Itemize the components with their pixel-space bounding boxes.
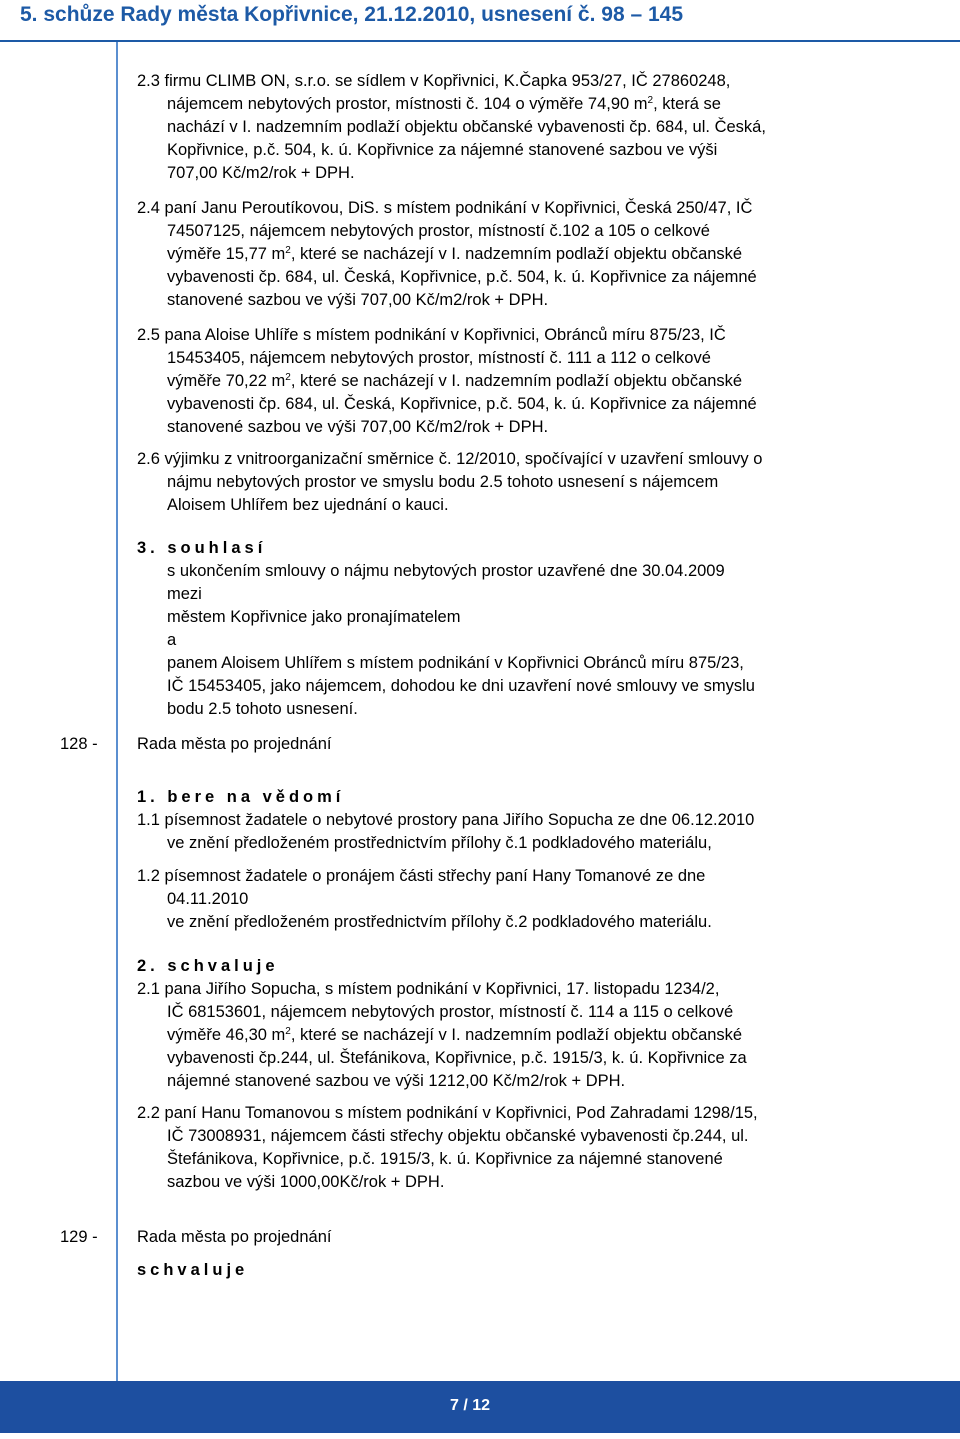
- r129-heading: schvaluje: [137, 1261, 249, 1279]
- r128-item-2-1-e: nájemné stanovené sazbou ve výši 1212,00 Kč/m2/rok + DPH.: [167, 1072, 626, 1090]
- s23-line3: nachází v I. nadzemním podlaží objektu občanské vybavenosti čp. 684, ul. Česká,: [167, 118, 766, 136]
- r128-item-2-2-b: IČ 73008931, nájemcem části střechy objektu občanské vybavenosti čp.244, ul.: [167, 1127, 749, 1145]
- s23-line5: 707,00 Kč/m2/rok + DPH.: [167, 164, 355, 182]
- r128-item-2-2-c: Štefánikova, Kopřivnice, p.č. 1915/3, k. ú. Kopřivnice za nájemné stanovené: [167, 1150, 723, 1168]
- r128-item-1-1: 1.1 písemnost žadatele o nebytové prostory pana Jiřího Sopucha ze dne 06.12.2010: [137, 811, 755, 829]
- s26-line1: 2.6 výjimku z vnitroorganizační směrnice č. 12/2010, spočívající v uzavření smlouvy o: [137, 450, 763, 468]
- r128-item-1-2-date: 04.11.2010: [167, 890, 249, 908]
- s24-line1: 2.4 paní Janu Peroutíkovou, DiS. s místem podnikání v Kopřivnici, Česká 250/47, IČ: [137, 199, 753, 217]
- s26-line2: nájmu nebytových prostor ve smyslu bodu 2.5 tohoto usnesení s nájemcem: [167, 473, 719, 491]
- header-rule: [0, 40, 960, 42]
- page-footer: [0, 1381, 960, 1433]
- s24-line4: vybavenosti čp. 684, ul. Česká, Kopřivnice, p.č. 504, k. ú. Kopřivnice za nájemné: [167, 268, 757, 286]
- r128-item-1-1-cont: ve znění předloženém prostřednictvím přílohy č.1 podkladového materiálu,: [167, 834, 712, 852]
- s3-line4: a: [167, 631, 177, 649]
- s25-line2: 15453405, nájemcem nebytových prostor, místností č. 111 a 112 o celkové: [167, 349, 711, 367]
- s3-line6: IČ 15453405, jako nájemcem, dohodou ke dni uzavření nové smlouvy ve smyslu: [167, 677, 755, 695]
- page-title: 5. schůze Rady města Kopřivnice, 21.12.2010, usnesení č. 98 – 145: [20, 3, 684, 26]
- r128-item-1-2: 1.2 písemnost žadatele o pronájem části střechy paní Hany Tomanové ze dne: [137, 867, 706, 885]
- s26-line3: Aloisem Uhlířem bez ujednání o kauci.: [167, 496, 449, 514]
- s3-line7: bodu 2.5 tohoto usnesení.: [167, 700, 358, 718]
- s23-line2: nájemcem nebytových prostor, místnosti č. 104 o výměře 74,90 $m^2$, která se: [167, 95, 721, 113]
- s24-line2: 74507125, nájemcem nebytových prostor, místností č.102 a 105 o celkové: [167, 222, 710, 240]
- s3-line1: s ukončením smlouvy o nájmu nebytových prostor uzavřené dne 30.04.2009: [167, 562, 725, 580]
- page-number: 7 / 12: [450, 1397, 491, 1414]
- s25-line4: vybavenosti čp. 684, ul. Česká, Kopřivnice, p.č. 504, k. ú. Kopřivnice za nájemné: [167, 395, 757, 413]
- column-divider: [116, 42, 118, 1382]
- r128-item-1-2-cont: ve znění předloženém prostřednictvím přílohy č.2 podkladového materiálu.: [167, 913, 712, 931]
- s25-line1: 2.5 pana Aloise Uhlíře s místem podnikání v Kopřivnici, Obránců míru 875/23, IČ: [137, 326, 726, 344]
- resolution-129-number: 129 -: [60, 1228, 98, 1246]
- r128-item-2-2-d: sazbou ve výši 1000,00Kč/rok + DPH.: [167, 1173, 445, 1191]
- r128-heading-1: 1. bere na vědomí: [137, 788, 345, 806]
- s23-line1: 2.3 firmu CLIMB ON, s.r.o. se sídlem v Kopřivnici, K.Čapka 953/27, IČ 27860248,: [137, 72, 731, 90]
- r128-item-2-2: 2.2 paní Hanu Tomanovou s místem podnikání v Kopřivnici, Pod Zahradami 1298/15,: [137, 1104, 758, 1122]
- r128-item-2-1-d: vybavenosti čp.244, ul. Štefánikova, Kopřivnice, p.č. 1915/3, k. ú. Kopřivnice za: [167, 1049, 747, 1067]
- s3-line2: mezi: [167, 585, 202, 603]
- s3-heading: 3. souhlasí: [137, 539, 267, 557]
- resolution-128-intro: Rada města po projednání: [137, 735, 332, 753]
- resolution-128-number: 128 -: [60, 735, 98, 753]
- s25-line5: stanovené sazbou ve výši 707,00 Kč/m2/rok + DPH.: [167, 418, 549, 436]
- s23-line4: Kopřivnice, p.č. 504, k. ú. Kopřivnice za nájemné stanovené sazbou ve výši: [167, 141, 718, 159]
- r128-item-2-1: 2.1 pana Jiřího Sopucha, s místem podnikání v Kopřivnici, 17. listopadu 1234/2,: [137, 980, 720, 998]
- resolution-129-intro: Rada města po projednání: [137, 1228, 332, 1246]
- s24-line5: stanovené sazbou ve výši 707,00 Kč/m2/rok + DPH.: [167, 291, 549, 309]
- s3-line5: panem Aloisem Uhlířem s místem podnikání v Kopřivnici Obránců míru 875/23,: [167, 654, 744, 672]
- r128-heading-2: 2. schvaluje: [137, 957, 279, 975]
- s24-line3: výměře 15,77 $m^2$, které se nacházejí v I. nadzemním podlaží objektu občanské: [167, 245, 743, 263]
- s3-line3: městem Kopřivnice jako pronajímatelem: [167, 608, 461, 626]
- s25-line3: výměře 70,22 $m^2$, které se nacházejí v I. nadzemním podlaží objektu občanské: [167, 372, 743, 390]
- r128-item-2-1-c: výměře 46,30 $m^2$, které se nacházejí v I. nadzemním podlaží objektu občanské: [167, 1026, 743, 1044]
- r128-item-2-1-b: IČ 68153601, nájemcem nebytových prostor, místností č. 114 a 115 o celkové: [167, 1003, 734, 1021]
